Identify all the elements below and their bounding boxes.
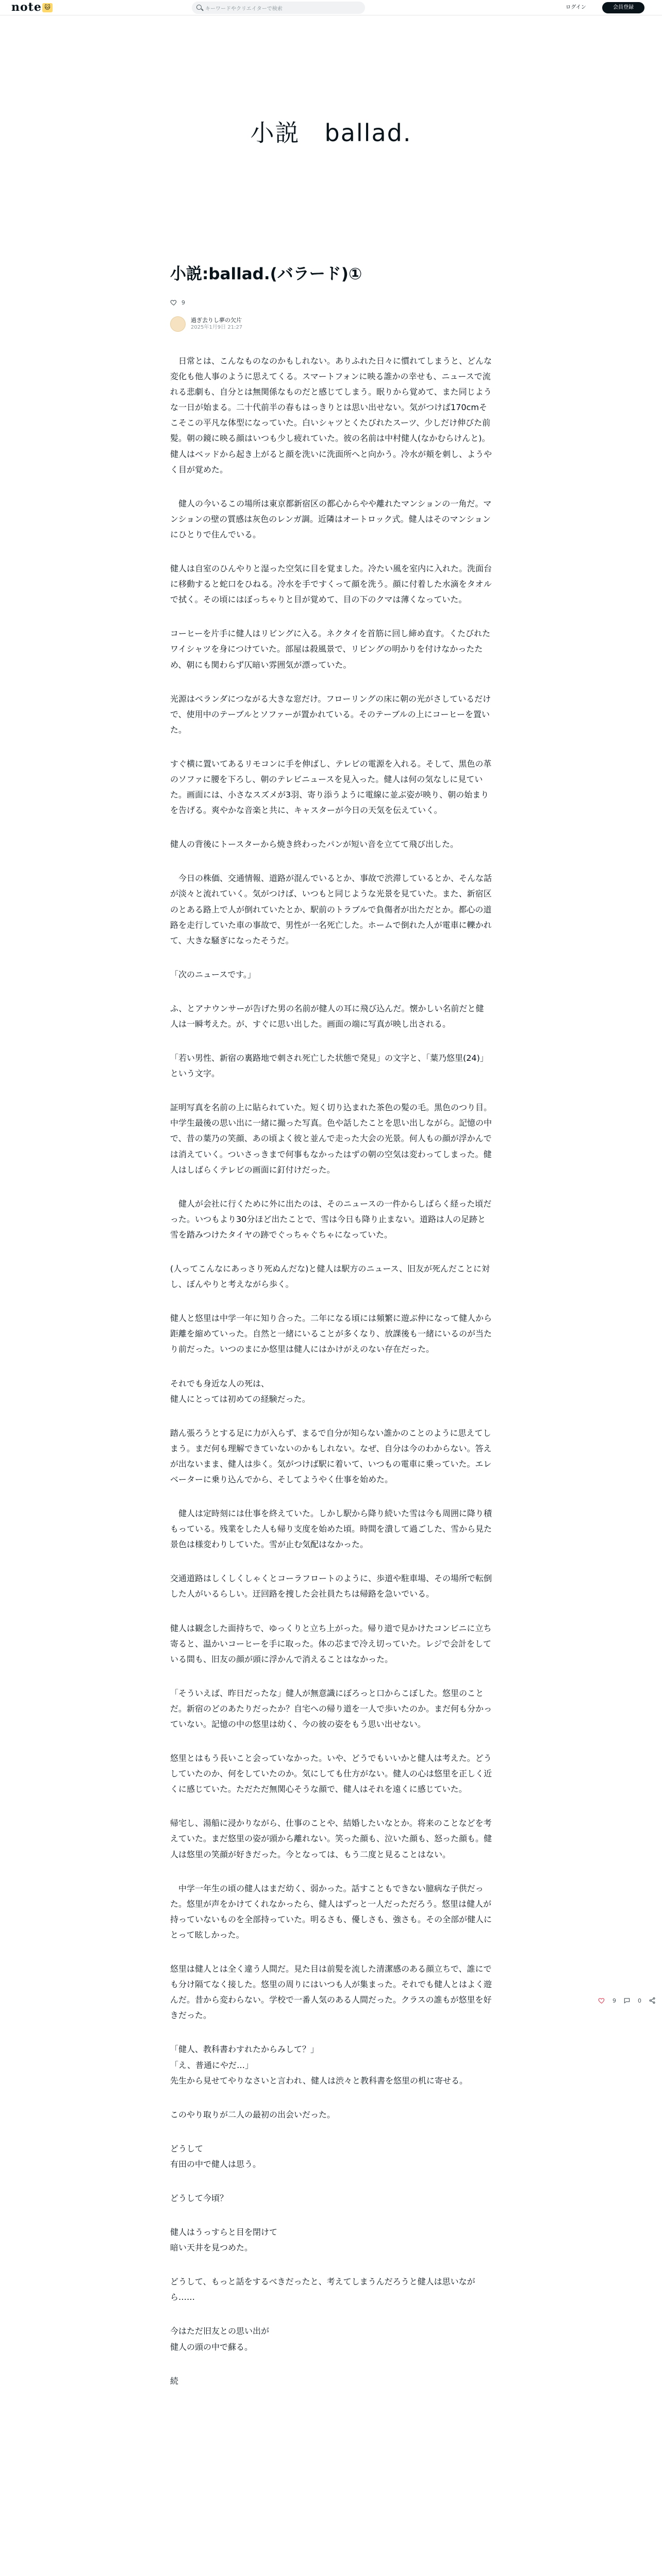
article-paragraph: 光源はベランダにつながる大きな窓だけ。フローリングの床に朝の光がさしているだけで、使用中のテーブルとソファーが置かれている。そのテーブルの上にコーヒーを置いた。: [170, 693, 491, 735]
article-body: [170, 353, 492, 2389]
article-paragraph: 悠里とはもう長いこと会っていなかった。いや、どうでもいいかと健人は考えた。どうしていたのか、何をしていたのか。気にしても仕方がない。健人の心は悠里を正しく近くに感じていた。ただただ無関心そうな顔で、健人はそれを遠くに感じていた。: [170, 1753, 492, 1794]
article-paragraph: このやり取りが二人の最初の出会いだった。: [170, 2109, 336, 2120]
article-paragraph: 続: [170, 2376, 179, 2386]
article-title: 小説:ballad.(バラード)①: [170, 265, 362, 283]
author-block[interactable]: [170, 316, 492, 332]
top-nav: [0, 0, 662, 15]
note-logo[interactable]: note: [11, 1, 42, 14]
article-paragraph: どうして 有田の中で健人は思う。: [170, 2143, 261, 2169]
comment-icon[interactable]: [623, 1997, 631, 2004]
publish-date: 2025年1月9日 21:27: [191, 325, 243, 330]
article-paragraph: 健人は定時刻には仕事を終えていた。しかし駅から降り続いた雪は今も周囲に降り積もっている。残業をした人も帰り支度を始めた頃。時間を潰して過ごした、雪から見た景色は様変わりしていた。雪が止む気配はなかった。: [170, 1509, 492, 1550]
article-paragraph: 証明写真を名前の上に貼られていた。短く切り込まれた茶色の髪の毛。黒色のつり目。中学生最後の思い出に一緒に撮った写真。色や話したことを思い出しながら。記憶の中で、昔の葉乃の笑顔、あの頃よく彼と並んで走った大会の光景。何人もの顔が浮かんでは消えていく。ついさっきまで何事もなかったはずの朝の空気は変わってしまった。健人はしばらくテレビの画面に釘付けだった。: [170, 1103, 492, 1175]
article-paragraph: どうして、もっと話をするべきだったと、考えてしまうんだろうと健人は思いながら……: [170, 2277, 475, 2302]
heart-icon[interactable]: [170, 299, 177, 306]
article-paragraph: どうして今頃？: [170, 2193, 228, 2203]
article-paragraph: 今日の株価、交通情報、道路が混んでいるとか、事故で渋滞しているとか、そんな話が淡々と流れていく。気がつけば、いつもと同じような光景を見ていた。また、新宿区のとある路上で人が倒れていたとか、駅前のトラブルで負傷者が出ただとか。都心の道路を走行していた車の事故で、男性が一名死亡した。ホームで倒れた人が電車に轢かれて、大きな騒ぎになったそうだ。: [170, 873, 492, 945]
article-paragraph: 健人が会社に行くために外に出たのは、そのニュースの一件からしばらく経った頃だった。いつもより30分ほど出たことで、雪は今日も降り止まない。道路は人の足跡と雪を踏みつけたタイヤの跡でぐっちゃぐちゃになっていた。: [170, 1198, 492, 1240]
article-paragraph: 健人の今いるこの場所は東京都新宿区の都心からやや離れたマンションの一角だ。マンションの壁の質感は灰色のレンガ調。近隣はオートロック式。健人はそのマンションにひとりで住んでいる。: [170, 498, 492, 539]
avatar[interactable]: [170, 316, 186, 332]
article-paragraph: 健人は自室のひんやりと湿った空気に目を覚ました。冷たい風を室内に入れた。洗面台に移動すると蛇口をひねる。冷水を手ですくって顔を洗う。顔に付着した水滴をタオルで拭く。その頃にはぼっちゃりと目が覚めて、目の下のクマは薄くなっていた。: [170, 564, 492, 605]
article-paragraph: 健人の背後にトースターから焼き終わったパンが短い音を立てて飛び出した。: [170, 839, 459, 850]
login-button[interactable]: ログイン: [566, 5, 586, 10]
share-icon[interactable]: [649, 1997, 656, 2004]
article-paragraph: 「そういえば、昨日だったな」健人が無意識にぼろっと口からこぼした。悠里のことだ。新宿のどのあたりだったか？自宅への帰り道を一人で歩いたのか。まだ何も分かっていない。記憶の中の悠里は幼く、今の彼の姿をもう思い出せない。: [170, 1688, 492, 1729]
article-paragraph: すぐ横に置いてあるリモコンに手を伸ばし、テレビの電源を入れる。そして、黒色の革のソファに腰を下ろし、朝のテレビニュースを見入った。健人は何の気なしに見ていた。画面には、小さなスズメが3羽、寄り添うように電線に並ぶ姿が映り、朝の始まりを告げる。爽やかな音楽と共に、キャスターが今日の天気を伝えていく。: [170, 758, 492, 816]
search-icon: [196, 5, 202, 10]
side-like-count: 9: [613, 1997, 616, 2004]
article-paragraph: 踏ん張ろうとする足に力が入らず、まるで自分が知らない誰かのことのように思えてしまう。まだ何も理解できていないのかもしれない。なぜ、自分は今のわからない。答えが出ないまま、健人は歩く。気がつけば駅に着いて、いつもの電車に乗っていた。エレベーターに乗り込んでから、そしてようやく仕事を始めた。: [170, 1428, 492, 1484]
author-name[interactable]: 過ぎ去りし夢の欠片: [191, 317, 242, 324]
article-paragraph: 日常とは、こんなものなのかもしれない。ありふれた日々に慣れてしまうと、どんな変化も他人事のように思えてくる。スマートフォンに映る誰かの幸せも、ニュースで流れる悲劇も、自分とは無関係なものだと感じてしまう。眠りから覚めて、また同じような一日が始まる。二十代前半の春もはっきりとは思い出せない。気がつけば170cmそこそこの平凡な体型になっていた。白いシャツとくたびれたスーツ、少しだけ伸びた前髪。朝の鏡に映る顔はいつも少し疲れていた。彼の名前は中村健人(なかむらけんと)。健人はベッドから起き上がると顔を洗いに洗面所へと向かう。冷水が頬を刺し、ようやく目が覚めた。: [170, 356, 492, 474]
article-paragraph: ふ、とアナウンサーが告げた男の名前が健人の耳に飛び込んだ。懐かしい名前だと健人は一瞬考えた。が、すぐに思い出した。画面の端に写真が映し出される。: [170, 1003, 484, 1029]
article-paragraph: (人ってこんなにあっさり死ぬんだな)と健人は駅方のニュース、旧友が死んだことに対し、ぼんやりと考えながら歩く。: [170, 1264, 490, 1290]
article-paragraph: それでも身近な人の死は、 健人にとっては初めての経験だった。: [170, 1378, 310, 1404]
search-placeholder: キーワードやクリエイターで検索: [205, 6, 283, 12]
side-actions: [598, 1997, 656, 2004]
article-paragraph: 「若い男性、新宿の裏路地で刺され死亡した状態で発見」の文字と、「葉乃悠里(24)」という文字。: [170, 1053, 488, 1079]
article-paragraph: 中学一年生の頃の健人はまだ幼く、弱かった。話すこともできない臆病な子供だった。悠里が声をかけてくれなかったら、健人はずっと一人だっただろう。悠里は健人が持っていないものを全部持っていた。明るさも、優しさも、強さも。その全部が健人にとって眩しかった。: [170, 1883, 492, 1940]
article-paragraph: 交通道路はしくしくしゃくとコーラフロートのように、歩道や駐車場、その場所で転倒した人がいるらしい。迂回路を捜した会社員たちは帰路を急いでいる。: [170, 1573, 492, 1599]
article-paragraph: 帰宅し、湯船に浸かりながら、仕事のことや、結婚したいなとか。将来のことなどを考えていた。まだ悠里の姿が頭から離れない。笑った顔も、泣いた顔も、怒った顔も。健人は悠里の笑顔が好きだった。今となっては、もう二度と見ることはない。: [170, 1818, 492, 1859]
side-heart-icon[interactable]: [598, 1997, 605, 2004]
magazine-title[interactable]: 小説 ballad.: [250, 119, 412, 147]
mascot-icon: 🐱: [42, 3, 53, 12]
like-count: 9: [181, 299, 185, 306]
article-paragraph: 悠里は健人とは全く違う人間だ。見た目は前髪を流した清潔感のある顔立ちで、誰にでも分け隔てなく接した。悠里の周りにはいつも人が集まった。それでも健人とはよく遊んだ。昔から変わらない。学校で一番人気のある人間だった。クラスの誰もが悠里を好きだった。: [170, 1964, 492, 2021]
comment-count: 0: [638, 1997, 641, 2004]
article-paragraph: 「健人、教科書わすれたからみして？」 「え、普通にやだ…」 先生から見せてやりなさいと言われ、健人は渋々と教科書を悠里の机に寄せる。: [170, 2044, 468, 2086]
article-paragraph: 今はただ旧友との思い出が 健人の頭の中で蘇る。: [170, 2326, 270, 2352]
article-paragraph: 「次のニュースです。」: [170, 969, 256, 979]
like-row: [170, 299, 492, 306]
article-paragraph: 健人は観念した面持ちで、ゆっくりと立ち上がった。帰り道で見かけたコンビニに立ち寄ると、温かいコーヒーを手に取った。体の芯まで冷え切っていた。レジで会計をしている間も、旧友の顔が頭に浮かんで消えることはなかった。: [170, 1623, 492, 1664]
signup-button[interactable]: 会員登録: [602, 2, 644, 13]
article: [170, 263, 492, 2408]
article-paragraph: 健人と悠里は中学一年に知り合った。二年になる頃には頻繁に遊ぶ仲になって健人から距離を縮めていった。自然と一緒にいることが多くなり、放課後も一緒にいるのが当たり前だった。いつのまにか悠里は健人にはかけがえのない存在だった。: [170, 1313, 492, 1354]
article-paragraph: 健人はうっすらと目を閉けて 暗い天井を見つめた。: [170, 2227, 278, 2253]
search-input[interactable]: [192, 2, 365, 14]
article-paragraph: コーヒーを片手に健人はリビングに入る。ネクタイを首筋に回し締め直す。くたびれたワイシャツを身につけていた。部屋は殺風景で、リビングの明かりを付けなかったため、朝にも関わらず仄暗い雰囲気が漂っていた。: [170, 629, 491, 670]
